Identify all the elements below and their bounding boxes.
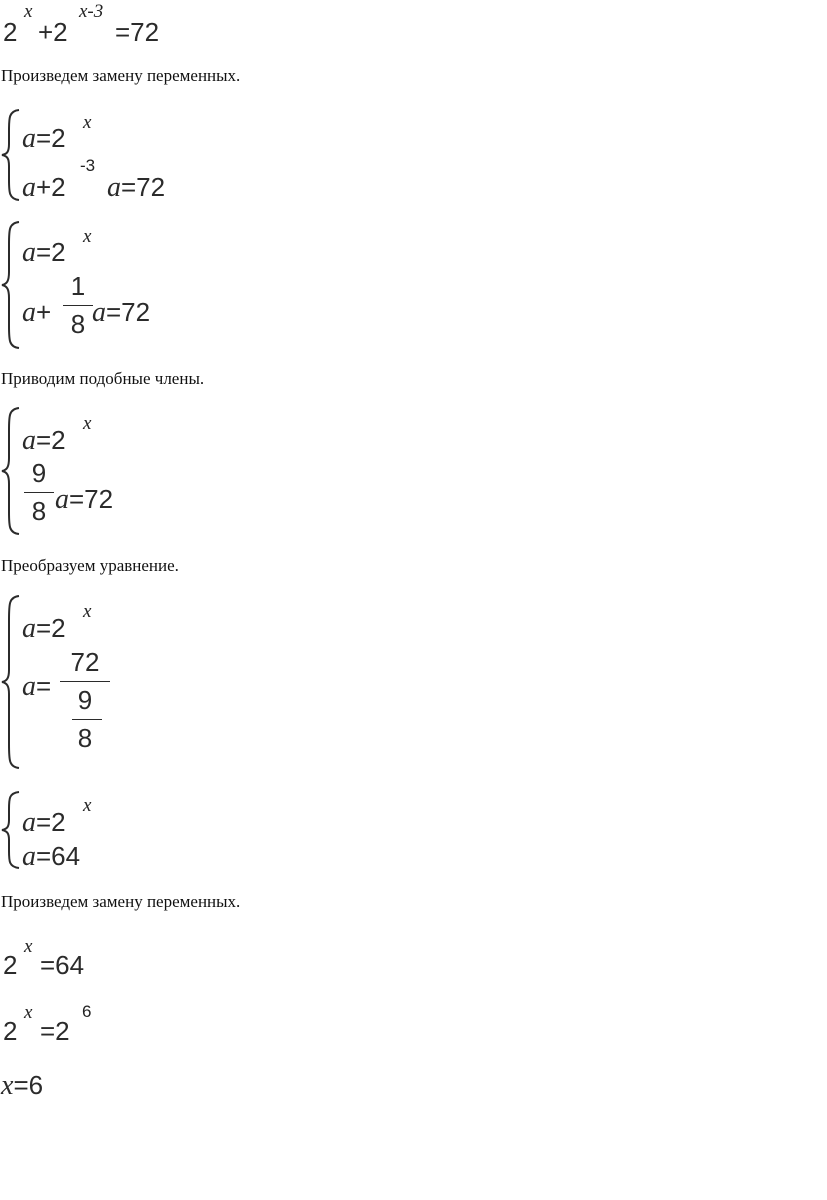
eq-base: 2 xyxy=(3,17,18,47)
s4-inner-num: 9 xyxy=(77,685,93,715)
f2-exp2: 6 xyxy=(82,1002,92,1021)
s4-num: 72 xyxy=(70,647,100,677)
s4-var: a xyxy=(22,613,36,644)
s4-inner-fraction xyxy=(60,687,110,751)
f2-eq: =2 xyxy=(40,1016,70,1046)
s3-var: a xyxy=(22,425,36,456)
s5-rhs: =64 xyxy=(36,841,81,871)
s2-exp: x xyxy=(83,226,92,247)
f2-base: 2 xyxy=(3,1016,18,1046)
s5-exp: x xyxy=(83,795,92,816)
s2-num: 1 xyxy=(70,271,86,301)
s3-exp: x xyxy=(83,413,92,434)
s3-num: 9 xyxy=(31,458,47,488)
s3-eq: =2 xyxy=(36,425,66,455)
s4-inner-den: 8 xyxy=(77,723,93,753)
s2-var-2: a xyxy=(22,297,36,328)
brace-icon xyxy=(0,220,22,350)
brace-icon xyxy=(0,108,22,202)
s4-eq: =2 xyxy=(36,613,66,643)
s3-fraction xyxy=(24,460,54,524)
s1-plus2: +2 xyxy=(36,172,66,202)
s1-var: a xyxy=(22,123,36,154)
s3-rhs: =72 xyxy=(69,484,114,514)
f2-exp: x xyxy=(24,1002,33,1023)
s3-var-2: a xyxy=(55,484,69,515)
s1-rhs: =72 xyxy=(121,172,166,202)
s1-var-3: a xyxy=(107,172,121,203)
s5-var-2: a xyxy=(22,841,36,872)
s3-den: 8 xyxy=(31,496,47,526)
s2-var: a xyxy=(22,237,36,268)
s5-eq: =2 xyxy=(36,807,66,837)
note-collect: Приводим подобные члены. xyxy=(1,369,205,388)
s2-var-3: a xyxy=(92,297,106,328)
f1-exp: x xyxy=(24,936,33,957)
s1-var-2: a xyxy=(22,172,36,203)
note-transform: Преобразуем уравнение. xyxy=(1,556,179,575)
f1-base: 2 xyxy=(3,950,18,980)
eq-rhs: =72 xyxy=(115,17,160,47)
s5-var: a xyxy=(22,807,36,838)
s1-exp: x xyxy=(83,112,92,133)
f3-rhs: =6 xyxy=(13,1070,44,1100)
s2-rhs: =72 xyxy=(106,297,151,327)
s1-neg3: -3 xyxy=(80,156,96,175)
s4-exp: x xyxy=(83,601,92,622)
eq-exp1: x xyxy=(24,1,33,22)
s4-var-2: a xyxy=(22,671,36,702)
eq-exp2: x-3 xyxy=(79,1,104,22)
s2-den: 8 xyxy=(70,309,86,339)
note-substitution: Произведем замену переменных. xyxy=(1,66,241,85)
brace-icon xyxy=(0,790,22,870)
s2-plus: + xyxy=(36,297,52,327)
eq-plus-two: +2 xyxy=(38,17,68,47)
s1-eq: =2 xyxy=(36,123,66,153)
s2-fraction xyxy=(63,273,93,337)
note-substitution-back: Произведем замену переменных. xyxy=(1,892,241,911)
f1-rhs: =64 xyxy=(40,950,85,980)
brace-icon xyxy=(0,406,22,536)
s2-eq: =2 xyxy=(36,237,66,267)
s4-fraction xyxy=(60,649,110,751)
s4-eq2: = xyxy=(36,671,52,701)
f3-var: x xyxy=(1,1070,14,1101)
brace-icon xyxy=(0,594,22,770)
